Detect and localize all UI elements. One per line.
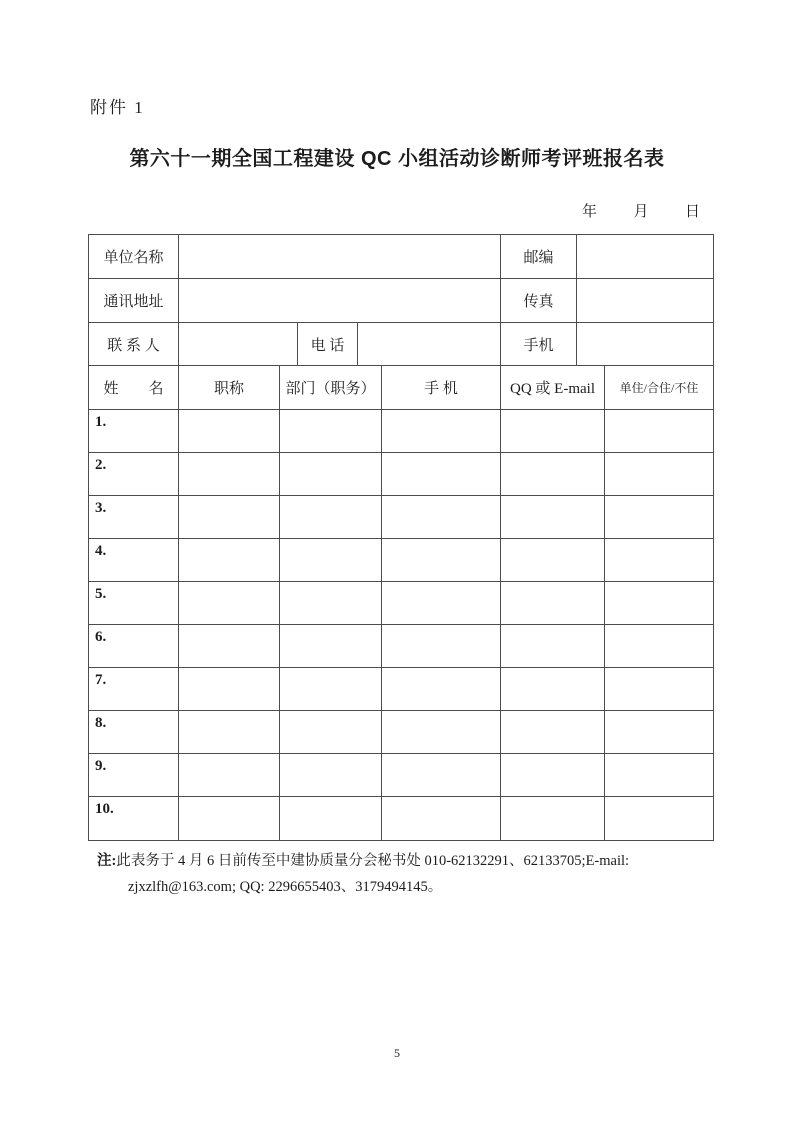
accommodation-field[interactable] — [605, 625, 713, 667]
mobile-field[interactable] — [382, 625, 501, 667]
row-number: 8. — [95, 715, 107, 731]
table-row — [89, 496, 713, 539]
department-field[interactable] — [280, 539, 382, 581]
department-field[interactable] — [280, 797, 382, 840]
accommodation-field[interactable] — [605, 711, 713, 753]
table-row — [89, 711, 713, 754]
department-field[interactable] — [280, 453, 382, 495]
table-header-row — [89, 366, 713, 410]
title-field[interactable] — [179, 539, 280, 581]
accommodation-field[interactable] — [605, 410, 713, 452]
address-field[interactable] — [179, 279, 501, 322]
accommodation-field[interactable] — [605, 582, 713, 624]
header-department: 部门（职务） — [280, 366, 382, 409]
footnote-line-1 — [97, 848, 712, 874]
mobile-field[interactable] — [382, 496, 501, 538]
qq-email-field[interactable] — [501, 539, 605, 581]
date-year-label: 年 — [582, 204, 598, 220]
name-field[interactable] — [89, 582, 179, 624]
unit-row — [89, 235, 713, 279]
phone-field[interactable] — [358, 323, 501, 365]
row-number: 7. — [95, 672, 107, 688]
accommodation-field[interactable] — [605, 453, 713, 495]
footnote-line-2: zjxzlfh@163.com; QQ: 2296655403、3179494145。 — [128, 879, 443, 895]
contact-label: 联 系 人 — [89, 323, 179, 365]
department-field[interactable] — [280, 668, 382, 710]
header-name: 姓 名 — [89, 366, 179, 409]
row-number: 9. — [95, 758, 107, 774]
header-accommodation: 单住/合住/不住 — [619, 381, 699, 395]
accommodation-field[interactable] — [605, 668, 713, 710]
qq-email-field[interactable] — [501, 410, 605, 452]
mobile-field[interactable] — [382, 754, 501, 796]
name-field[interactable] — [89, 410, 179, 452]
qq-email-field[interactable] — [501, 496, 605, 538]
mobile-label: 手机 — [501, 323, 577, 365]
mobile-field[interactable] — [382, 668, 501, 710]
mobile-field[interactable] — [382, 711, 501, 753]
footnote-text-1: 此表务于 4 月 6 日前传至中建协质量分会秘书处 010-62132291、62133705;E-mail: — [116, 853, 630, 869]
mobile-field[interactable] — [382, 582, 501, 624]
qq-email-field[interactable] — [501, 711, 605, 753]
name-field[interactable] — [89, 453, 179, 495]
accommodation-field[interactable] — [605, 539, 713, 581]
qq-email-field[interactable] — [501, 754, 605, 796]
attachment-label: 附件 1 — [90, 98, 145, 117]
date-line — [582, 200, 700, 221]
title-field[interactable] — [179, 410, 280, 452]
department-field[interactable] — [280, 625, 382, 667]
contact-field[interactable] — [179, 323, 298, 365]
name-field[interactable] — [89, 625, 179, 667]
name-field[interactable] — [89, 668, 179, 710]
header-qq-email: QQ 或 E-mail — [501, 366, 605, 409]
table-row — [89, 453, 713, 496]
table-row — [89, 539, 713, 582]
name-field[interactable] — [89, 754, 179, 796]
table-row — [89, 410, 713, 453]
mobile-field[interactable] — [382, 453, 501, 495]
row-number: 4. — [95, 543, 107, 559]
accommodation-field[interactable] — [605, 797, 713, 840]
mobile-field[interactable] — [382, 410, 501, 452]
name-field[interactable] — [89, 711, 179, 753]
row-number: 6. — [95, 629, 107, 645]
phone-label: 电 话 — [298, 323, 358, 365]
row-number: 5. — [95, 586, 107, 602]
fax-field[interactable] — [577, 279, 713, 322]
header-mobile: 手 机 — [382, 366, 501, 409]
title-field[interactable] — [179, 711, 280, 753]
mobile-field[interactable] — [577, 323, 713, 365]
row-number: 3. — [95, 500, 107, 516]
name-field[interactable] — [89, 539, 179, 581]
row-number: 1. — [95, 414, 107, 430]
registration-table — [88, 234, 714, 841]
department-field[interactable] — [280, 496, 382, 538]
title-field[interactable] — [179, 582, 280, 624]
title-field[interactable] — [179, 453, 280, 495]
footnote — [97, 848, 712, 900]
table-row — [89, 797, 713, 840]
title-field[interactable] — [179, 496, 280, 538]
department-field[interactable] — [280, 711, 382, 753]
table-row — [89, 582, 713, 625]
title-field[interactable] — [179, 754, 280, 796]
accommodation-field[interactable] — [605, 754, 713, 796]
title-field[interactable] — [179, 625, 280, 667]
postcode-field[interactable] — [577, 235, 713, 278]
fax-label: 传真 — [501, 279, 577, 322]
date-month-label: 月 — [633, 204, 649, 220]
mobile-field[interactable] — [382, 797, 501, 840]
title-field[interactable] — [179, 797, 280, 840]
table-row — [89, 668, 713, 711]
footnote-prefix: 注: — [97, 853, 117, 869]
page-title: 第六十一期全国工程建设 QC 小组活动诊断师考评班报名表 — [129, 148, 665, 170]
mobile-field[interactable] — [382, 539, 501, 581]
address-row — [89, 279, 713, 323]
row-number: 10. — [95, 801, 114, 817]
name-field[interactable] — [89, 797, 179, 840]
title-field[interactable] — [179, 668, 280, 710]
department-field[interactable] — [280, 410, 382, 452]
name-field[interactable] — [89, 496, 179, 538]
contact-row — [89, 323, 713, 366]
address-label: 通讯地址 — [89, 279, 179, 322]
qq-email-field[interactable] — [501, 453, 605, 495]
table-row — [89, 754, 713, 797]
department-field[interactable] — [280, 582, 382, 624]
department-field[interactable] — [280, 754, 382, 796]
unit-name-field[interactable] — [179, 235, 501, 278]
row-number: 2. — [95, 457, 107, 473]
accommodation-field[interactable] — [605, 496, 713, 538]
page-number: 5 — [394, 1046, 400, 1060]
qq-email-field[interactable] — [501, 668, 605, 710]
table-row — [89, 625, 713, 668]
postcode-label: 邮编 — [501, 235, 577, 278]
header-title: 职称 — [179, 366, 280, 409]
qq-email-field[interactable] — [501, 625, 605, 667]
date-day-label: 日 — [684, 204, 700, 220]
qq-email-field[interactable] — [501, 582, 605, 624]
unit-name-label: 单位名称 — [89, 235, 179, 278]
qq-email-field[interactable] — [501, 797, 605, 840]
